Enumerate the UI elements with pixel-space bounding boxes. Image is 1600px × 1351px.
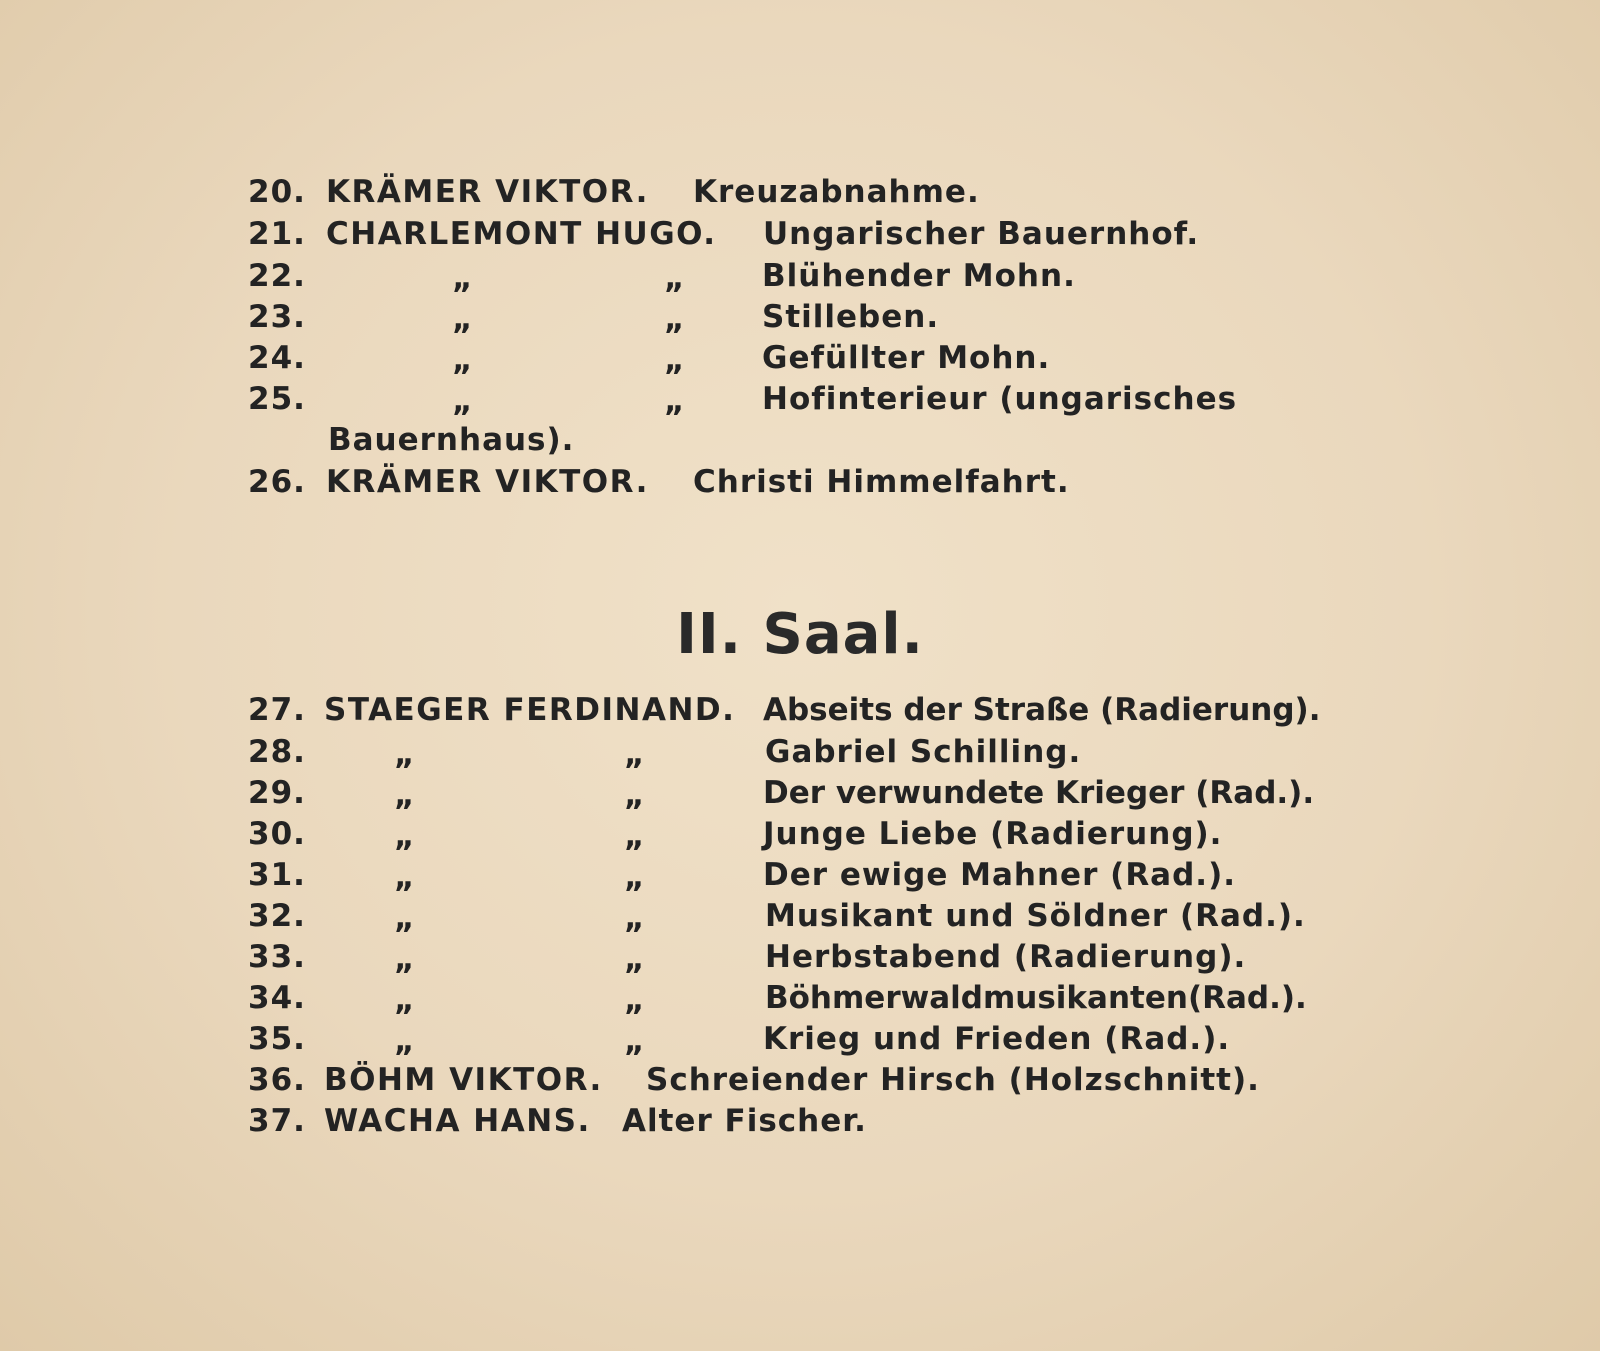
ditto-mark: „ xyxy=(624,1023,646,1059)
entry-title: Schreiender Hirsch (Holzschnitt). xyxy=(646,1062,1260,1098)
ditto-mark: „ xyxy=(452,342,474,378)
entry-title: Blühender Mohn. xyxy=(762,258,1076,294)
entry-number: 37. xyxy=(248,1103,306,1139)
entry-title: Krieg und Frieden (Rad.). xyxy=(763,1021,1231,1057)
entry-title: Musikant und Söldner (Rad.). xyxy=(765,898,1306,934)
entry-number: 29. xyxy=(248,775,306,811)
ditto-mark: „ xyxy=(624,736,646,772)
entry-artist: WACHA HANS. xyxy=(324,1103,591,1139)
entry-artist: STAEGER FERDINAND. xyxy=(324,692,736,728)
entry-title: Alter Fischer. xyxy=(622,1103,867,1139)
ditto-mark: „ xyxy=(664,260,686,296)
entry-number: 25. xyxy=(248,381,306,417)
ditto-mark: „ xyxy=(394,777,416,813)
entry-title: Stilleben. xyxy=(762,299,940,335)
entry-number: 22. xyxy=(248,258,306,294)
entry-artist: BÖHM VIKTOR. xyxy=(324,1062,603,1098)
ditto-mark: „ xyxy=(394,1023,416,1059)
ditto-mark: „ xyxy=(394,818,416,854)
entry-artist: CHARLEMONT HUGO. xyxy=(326,216,717,252)
entry-title: Christi Himmelfahrt. xyxy=(693,464,1070,500)
catalog-entry-31 xyxy=(0,855,1600,895)
catalog-entry-22 xyxy=(0,256,1600,296)
ditto-mark: „ xyxy=(624,818,646,854)
entry-number: 33. xyxy=(248,939,306,975)
entry-title: Gabriel Schilling. xyxy=(765,734,1082,770)
ditto-mark: „ xyxy=(394,736,416,772)
entry-title: Der ewige Mahner (Rad.). xyxy=(763,857,1237,893)
ditto-mark: „ xyxy=(394,941,416,977)
entry-number: 20. xyxy=(248,174,306,210)
entry-title: Hofinterieur (ungarisches xyxy=(762,381,1238,417)
catalog-entry-37 xyxy=(0,1101,1600,1141)
catalog-entry-25 xyxy=(0,379,1600,419)
entry-title: Der verwundete Krieger (Rad.). xyxy=(763,775,1315,811)
entry-number: 35. xyxy=(248,1021,306,1057)
entry-title: Böhmerwaldmusikanten(Rad.). xyxy=(765,980,1307,1016)
catalog-entry-28 xyxy=(0,732,1600,772)
catalog-entry-33 xyxy=(0,937,1600,977)
entry-title: Gefüllter Mohn. xyxy=(762,340,1051,376)
entry-title: Abseits der Straße (Radierung). xyxy=(763,692,1321,728)
entry-artist: KRÄMER VIKTOR. xyxy=(326,174,649,210)
catalog-entry-21 xyxy=(0,214,1600,254)
entry-number: 30. xyxy=(248,816,306,852)
catalog-entry-32 xyxy=(0,896,1600,936)
ditto-mark: „ xyxy=(624,941,646,977)
ditto-mark: „ xyxy=(624,900,646,936)
ditto-mark: „ xyxy=(624,859,646,895)
entry-title: Junge Liebe (Radierung). xyxy=(763,816,1223,852)
entry-number: 32. xyxy=(248,898,306,934)
entry-title: Herbstabend (Radierung). xyxy=(765,939,1247,975)
ditto-mark: „ xyxy=(452,260,474,296)
ditto-mark: „ xyxy=(394,900,416,936)
ditto-mark: „ xyxy=(624,777,646,813)
entry-number: 21. xyxy=(248,216,306,252)
catalog-entry-27 xyxy=(0,690,1600,730)
entry-title-continuation: Bauernhaus). xyxy=(328,422,575,458)
catalog-entry-23 xyxy=(0,297,1600,337)
entry-artist: KRÄMER VIKTOR. xyxy=(326,464,649,500)
entry-title: Ungarischer Bauernhof. xyxy=(763,216,1200,252)
section-heading: II. Saal. xyxy=(676,602,924,667)
entry-number: 31. xyxy=(248,857,306,893)
ditto-mark: „ xyxy=(394,859,416,895)
ditto-mark: „ xyxy=(664,342,686,378)
catalog-entry-20 xyxy=(0,172,1600,212)
ditto-mark: „ xyxy=(394,982,416,1018)
entry-number: 26. xyxy=(248,464,306,500)
ditto-mark: „ xyxy=(664,301,686,337)
ditto-mark: „ xyxy=(624,982,646,1018)
catalog-entry-36 xyxy=(0,1060,1600,1100)
catalog-entry-35 xyxy=(0,1019,1600,1059)
entry-number: 24. xyxy=(248,340,306,376)
catalog-entry-26 xyxy=(0,462,1600,502)
entry-number: 23. xyxy=(248,299,306,335)
entry-number: 28. xyxy=(248,734,306,770)
catalog-entry-24 xyxy=(0,338,1600,378)
entry-number: 34. xyxy=(248,980,306,1016)
entry-title: Kreuzabnahme. xyxy=(693,174,980,210)
ditto-mark: „ xyxy=(452,301,474,337)
ditto-mark: „ xyxy=(452,383,474,419)
catalog-entry-34 xyxy=(0,978,1600,1018)
entry-number: 27. xyxy=(248,692,306,728)
catalog-entry-29 xyxy=(0,773,1600,813)
ditto-mark: „ xyxy=(664,383,686,419)
entry-number: 36. xyxy=(248,1062,306,1098)
catalog-entry-30 xyxy=(0,814,1600,854)
